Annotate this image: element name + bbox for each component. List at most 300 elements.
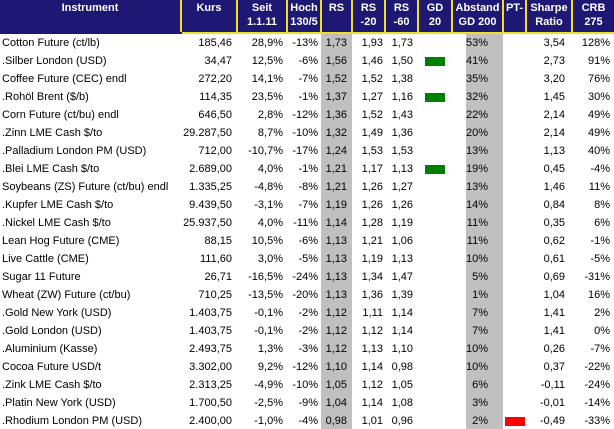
cell-rs-20: 1,12	[352, 376, 385, 394]
table-row[interactable]	[0, 70, 614, 88]
cell-rs: 1,14	[321, 214, 352, 232]
cell-rs-60: 1,43	[385, 106, 418, 124]
cell-sharpe-ratio: 1,41	[526, 304, 572, 322]
cell-pt	[503, 124, 526, 142]
cell-rs-20: 1,13	[352, 340, 385, 358]
cell-rs-60: 1,14	[385, 304, 418, 322]
cell-hoch-130-5: -10%	[287, 376, 321, 394]
cell-rs: 1,24	[321, 142, 352, 160]
col-header-gd-20: GD 20	[418, 0, 452, 33]
abstand-gray-band: 10%	[466, 340, 503, 358]
cell-pt	[503, 160, 526, 178]
cell-instrument: .Palladium London PM (USD)	[0, 142, 181, 160]
table-header	[0, 0, 614, 33]
cell-sharpe-ratio: 1,13	[526, 142, 572, 160]
cell-gd-20	[418, 412, 452, 429]
abstand-gray-band: 35%	[466, 70, 503, 88]
cell-gd-20	[418, 70, 452, 88]
cell-seit-1-1-11: 2,8%	[237, 106, 287, 124]
cell-hoch-130-5: -8%	[287, 178, 321, 196]
cell-instrument: Wheat (ZW) Future (ct/bu)	[0, 286, 181, 304]
cell-abstand-gd200	[452, 394, 503, 412]
cell-kurs: 114,35	[181, 88, 237, 106]
cell-crb-275: 49%	[572, 106, 614, 124]
cell-seit-1-1-11: -3,1%	[237, 196, 287, 214]
cell-rs-60: 0,98	[385, 358, 418, 376]
abstand-gray-band: 13%	[466, 178, 503, 196]
cell-sharpe-ratio: 0,84	[526, 196, 572, 214]
cell-rs-60: 1,10	[385, 340, 418, 358]
cell-rs: 1,56	[321, 52, 352, 70]
cell-seit-1-1-11: -1,0%	[237, 412, 287, 429]
col-header-crb-275: CRB 275	[572, 0, 614, 33]
cell-hoch-130-5: -9%	[287, 394, 321, 412]
cell-instrument: Cotton Future (ct/lb)	[0, 33, 181, 52]
cell-rs-20: 1,17	[352, 160, 385, 178]
table-row[interactable]	[0, 142, 614, 160]
col-header-abstand-gd200: Abstand GD 200	[452, 0, 503, 33]
cell-sharpe-ratio: 2,14	[526, 106, 572, 124]
abstand-gray-band: 22%	[466, 106, 503, 124]
abstand-gray-band: 7%	[466, 322, 503, 340]
cell-rs-60: 1,38	[385, 70, 418, 88]
cell-gd-20	[418, 52, 452, 70]
cell-gd-20	[418, 358, 452, 376]
cell-rs-20: 1,52	[352, 70, 385, 88]
cell-rs: 1,12	[321, 304, 352, 322]
table-row[interactable]	[0, 250, 614, 268]
cell-rs-20: 1,14	[352, 394, 385, 412]
cell-gd-20	[418, 304, 452, 322]
cell-hoch-130-5: -24%	[287, 268, 321, 286]
table-row[interactable]	[0, 160, 614, 178]
cell-sharpe-ratio: -0,01	[526, 394, 572, 412]
cell-rs: 1,04	[321, 394, 352, 412]
table-row[interactable]	[0, 106, 614, 124]
cell-instrument: Sugar 11 Future	[0, 268, 181, 286]
cell-instrument: Coffee Future (CEC) endl	[0, 70, 181, 88]
abstand-gray-band: 14%	[466, 196, 503, 214]
cell-pt	[503, 322, 526, 340]
gd20-positive-bar	[425, 93, 445, 102]
col-header-sharpe-ratio: Sharpe Ratio	[526, 0, 572, 33]
col-header-kurs: Kurs	[181, 0, 237, 33]
cell-crb-275: 16%	[572, 286, 614, 304]
cell-gd-20	[418, 214, 452, 232]
cell-instrument: Lean Hog Future (CME)	[0, 232, 181, 250]
cell-rs-20: 1,26	[352, 196, 385, 214]
cell-crb-275: -14%	[572, 394, 614, 412]
cell-rs-60: 1,47	[385, 268, 418, 286]
cell-pt	[503, 196, 526, 214]
cell-seit-1-1-11: 23,5%	[237, 88, 287, 106]
cell-rs: 0,98	[321, 412, 352, 429]
cell-rs-20: 1,28	[352, 214, 385, 232]
cell-crb-275: 30%	[572, 88, 614, 106]
cell-sharpe-ratio: 0,69	[526, 268, 572, 286]
table-row[interactable]	[0, 232, 614, 250]
cell-rs-60: 1,05	[385, 376, 418, 394]
cell-hoch-130-5: -1%	[287, 160, 321, 178]
cell-hoch-130-5: -7%	[287, 196, 321, 214]
cell-hoch-130-5: -2%	[287, 322, 321, 340]
table-row[interactable]	[0, 52, 614, 70]
cell-rs-20: 1,36	[352, 286, 385, 304]
cell-rs-20: 1,34	[352, 268, 385, 286]
cell-rs: 1,05	[321, 376, 352, 394]
cell-instrument: .Kupfer LME Cash $/to	[0, 196, 181, 214]
table-row[interactable]	[0, 394, 614, 412]
cell-instrument: .Zink LME Cash $/to	[0, 376, 181, 394]
cell-seit-1-1-11: 1,3%	[237, 340, 287, 358]
cell-hoch-130-5: -6%	[287, 232, 321, 250]
cell-rs-20: 1,11	[352, 304, 385, 322]
cell-kurs: 2.313,25	[181, 376, 237, 394]
cell-rs: 1,13	[321, 232, 352, 250]
cell-rs: 1,37	[321, 88, 352, 106]
cell-abstand-gd200	[452, 196, 503, 214]
cell-seit-1-1-11: 12,5%	[237, 52, 287, 70]
table-row[interactable]	[0, 196, 614, 214]
cell-rs-60: 1,73	[385, 33, 418, 52]
cell-abstand-gd200	[452, 322, 503, 340]
abstand-gray-band: 13%	[466, 142, 503, 160]
cell-gd-20	[418, 286, 452, 304]
cell-rs-60: 1,36	[385, 124, 418, 142]
cell-pt	[503, 376, 526, 394]
cell-pt	[503, 340, 526, 358]
abstand-gray-band: 41%	[466, 52, 503, 70]
cell-seit-1-1-11: -16,5%	[237, 268, 287, 286]
cell-abstand-gd200	[452, 214, 503, 232]
cell-rs-60: 1,19	[385, 214, 418, 232]
cell-rs-20: 1,19	[352, 250, 385, 268]
cell-instrument: .Rhodium London PM (USD)	[0, 412, 181, 429]
cell-rs-60: 1,53	[385, 142, 418, 160]
cell-seit-1-1-11: 9,2%	[237, 358, 287, 376]
cell-crb-275: 91%	[572, 52, 614, 70]
cell-pt	[503, 232, 526, 250]
table-row[interactable]	[0, 412, 614, 429]
abstand-gray-band: 53%	[466, 34, 503, 52]
cell-instrument: Cocoa Future USD/t	[0, 358, 181, 376]
cell-sharpe-ratio: 0,37	[526, 358, 572, 376]
cell-rs: 1,13	[321, 268, 352, 286]
cell-gd-20	[418, 142, 452, 160]
col-header-seit: Seit 1.1.11	[237, 0, 287, 33]
cell-abstand-gd200	[452, 178, 503, 196]
table-row[interactable]	[0, 340, 614, 358]
cell-gd-20	[418, 88, 452, 106]
cell-instrument: .Nickel LME Cash $/to	[0, 214, 181, 232]
cell-seit-1-1-11: -2,5%	[237, 394, 287, 412]
cell-hoch-130-5: -13%	[287, 33, 321, 52]
abstand-gray-band: 2%	[466, 412, 503, 429]
cell-rs: 1,13	[321, 250, 352, 268]
cell-rs: 1,12	[321, 322, 352, 340]
table-row[interactable]	[0, 268, 614, 286]
cell-pt	[503, 412, 526, 429]
cell-rs-20: 1,52	[352, 106, 385, 124]
cell-rs-20: 1,93	[352, 33, 385, 52]
cell-kurs: 2.493,75	[181, 340, 237, 358]
cell-crb-275: 76%	[572, 70, 614, 88]
cell-sharpe-ratio: 0,35	[526, 214, 572, 232]
cell-instrument: .Gold London (USD)	[0, 322, 181, 340]
cell-gd-20	[418, 322, 452, 340]
cell-instrument: .Rohöl Brent ($/b)	[0, 88, 181, 106]
abstand-gray-band: 6%	[466, 376, 503, 394]
cell-rs: 1,32	[321, 124, 352, 142]
cell-abstand-gd200	[452, 70, 503, 88]
cell-sharpe-ratio: 1,41	[526, 322, 572, 340]
cell-abstand-gd200	[452, 232, 503, 250]
cell-instrument: .Blei LME Cash $/to	[0, 160, 181, 178]
cell-crb-275: 49%	[572, 124, 614, 142]
cell-sharpe-ratio: 3,54	[526, 33, 572, 52]
cell-rs-60: 1,06	[385, 232, 418, 250]
cell-pt	[503, 286, 526, 304]
cell-pt	[503, 358, 526, 376]
cell-crb-275: 0%	[572, 322, 614, 340]
table-row[interactable]	[0, 88, 614, 106]
cell-gd-20	[418, 268, 452, 286]
cell-abstand-gd200	[452, 412, 503, 429]
cell-abstand-gd200	[452, 358, 503, 376]
abstand-gray-band: 11%	[466, 232, 503, 250]
cell-crb-275: 40%	[572, 142, 614, 160]
cell-gd-20	[418, 33, 452, 52]
cell-sharpe-ratio: 1,46	[526, 178, 572, 196]
table-row[interactable]	[0, 124, 614, 142]
cell-rs: 1,10	[321, 358, 352, 376]
table-row[interactable]	[0, 178, 614, 196]
cell-abstand-gd200	[452, 286, 503, 304]
cell-kurs: 710,25	[181, 286, 237, 304]
cell-rs-60: 1,14	[385, 322, 418, 340]
cell-abstand-gd200	[452, 304, 503, 322]
cell-rs-60: 1,13	[385, 160, 418, 178]
cell-instrument: Corn Future (ct/bu) endl	[0, 106, 181, 124]
table-row[interactable]	[0, 214, 614, 232]
pt-negative-bar	[505, 417, 525, 426]
cell-hoch-130-5: -1%	[287, 88, 321, 106]
cell-hoch-130-5: -17%	[287, 142, 321, 160]
cell-rs: 1,12	[321, 340, 352, 358]
cell-seit-1-1-11: -4,9%	[237, 376, 287, 394]
cell-kurs: 26,71	[181, 268, 237, 286]
cell-pt	[503, 52, 526, 70]
cell-gd-20	[418, 160, 452, 178]
cell-crb-275: 128%	[572, 33, 614, 52]
cell-gd-20	[418, 196, 452, 214]
cell-crb-275: 6%	[572, 214, 614, 232]
cell-rs: 1,21	[321, 178, 352, 196]
cell-gd-20	[418, 394, 452, 412]
cell-sharpe-ratio: -0,49	[526, 412, 572, 429]
cell-kurs: 88,15	[181, 232, 237, 250]
cell-sharpe-ratio: 0,45	[526, 160, 572, 178]
cell-instrument: .Zinn LME Cash $/to	[0, 124, 181, 142]
cell-abstand-gd200	[452, 33, 503, 52]
cell-rs: 1,73	[321, 33, 352, 52]
cell-gd-20	[418, 178, 452, 196]
cell-kurs: 34,47	[181, 52, 237, 70]
cell-kurs: 272,20	[181, 70, 237, 88]
cell-pt	[503, 33, 526, 52]
table-row[interactable]	[0, 304, 614, 322]
cell-kurs: 1.700,50	[181, 394, 237, 412]
abstand-gray-band: 20%	[466, 124, 503, 142]
cell-rs-20: 1,01	[352, 412, 385, 429]
cell-pt	[503, 178, 526, 196]
cell-rs-20: 1,53	[352, 142, 385, 160]
cell-kurs: 185,46	[181, 33, 237, 52]
cell-crb-275: -4%	[572, 160, 614, 178]
cell-gd-20	[418, 376, 452, 394]
cell-kurs: 2.400,00	[181, 412, 237, 429]
cell-kurs: 3.302,00	[181, 358, 237, 376]
table-row[interactable]	[0, 376, 614, 394]
cell-rs-60: 1,16	[385, 88, 418, 106]
cell-kurs: 9.439,50	[181, 196, 237, 214]
abstand-gray-band: 3%	[466, 394, 503, 412]
abstand-gray-band: 19%	[466, 160, 503, 178]
cell-sharpe-ratio: 1,04	[526, 286, 572, 304]
cell-kurs: 1.403,75	[181, 304, 237, 322]
cell-sharpe-ratio: 0,61	[526, 250, 572, 268]
cell-seit-1-1-11: -0,1%	[237, 304, 287, 322]
cell-kurs: 25.937,50	[181, 214, 237, 232]
cell-rs-20: 1,26	[352, 178, 385, 196]
cell-rs-60: 0,96	[385, 412, 418, 429]
cell-abstand-gd200	[452, 160, 503, 178]
col-header-hoch: Hoch 130/5	[287, 0, 321, 33]
cell-pt	[503, 268, 526, 286]
cell-kurs: 646,50	[181, 106, 237, 124]
cell-abstand-gd200	[452, 376, 503, 394]
cell-hoch-130-5: -4%	[287, 412, 321, 429]
cell-seit-1-1-11: 4,0%	[237, 160, 287, 178]
cell-pt	[503, 214, 526, 232]
cell-rs-60: 1,39	[385, 286, 418, 304]
cell-rs-60: 1,13	[385, 250, 418, 268]
cell-abstand-gd200	[452, 250, 503, 268]
cell-seit-1-1-11: 14,1%	[237, 70, 287, 88]
abstand-gray-band: 10%	[466, 250, 503, 268]
abstand-gray-band: 10%	[466, 358, 503, 376]
cell-rs-60: 1,08	[385, 394, 418, 412]
cell-hoch-130-5: -10%	[287, 124, 321, 142]
cell-seit-1-1-11: 8,7%	[237, 124, 287, 142]
cell-crb-275: -7%	[572, 340, 614, 358]
cell-sharpe-ratio: 1,45	[526, 88, 572, 106]
cell-pt	[503, 394, 526, 412]
cell-hoch-130-5: -11%	[287, 214, 321, 232]
cell-pt	[503, 106, 526, 124]
cell-crb-275: -33%	[572, 412, 614, 429]
cell-gd-20	[418, 340, 452, 358]
col-header-instrument: Instrument	[0, 0, 181, 33]
cell-crb-275: -1%	[572, 232, 614, 250]
cell-pt	[503, 88, 526, 106]
cell-seit-1-1-11: -13,5%	[237, 286, 287, 304]
cell-rs-60: 1,26	[385, 196, 418, 214]
cell-seit-1-1-11: 3,0%	[237, 250, 287, 268]
table-body	[0, 33, 614, 429]
cell-sharpe-ratio: 2,14	[526, 124, 572, 142]
cell-instrument: .Silber London (USD)	[0, 52, 181, 70]
cell-abstand-gd200	[452, 52, 503, 70]
cell-pt	[503, 142, 526, 160]
cell-instrument: Live Cattle (CME)	[0, 250, 181, 268]
cell-crb-275: 2%	[572, 304, 614, 322]
cell-abstand-gd200	[452, 268, 503, 286]
table-row[interactable]	[0, 286, 614, 304]
abstand-gray-band: 32%	[466, 88, 503, 106]
cell-seit-1-1-11: -4,8%	[237, 178, 287, 196]
cell-instrument: Soybeans (ZS) Future (ct/bu) endl	[0, 178, 181, 196]
cell-sharpe-ratio: -0,11	[526, 376, 572, 394]
cell-crb-275: -31%	[572, 268, 614, 286]
col-header-pt: PT-	[503, 0, 526, 33]
cell-pt	[503, 304, 526, 322]
cell-kurs: 1.335,25	[181, 178, 237, 196]
cell-sharpe-ratio: 0,62	[526, 232, 572, 250]
cell-rs: 1,13	[321, 286, 352, 304]
cell-seit-1-1-11: 28,9%	[237, 33, 287, 52]
col-header-rs: RS	[321, 0, 352, 33]
cell-crb-275: 8%	[572, 196, 614, 214]
gd20-positive-bar	[425, 57, 445, 66]
table-row[interactable]	[0, 358, 614, 376]
cell-crb-275: -5%	[572, 250, 614, 268]
cell-crb-275: -22%	[572, 358, 614, 376]
abstand-gray-band: 11%	[466, 214, 503, 232]
cell-abstand-gd200	[452, 124, 503, 142]
cell-gd-20	[418, 106, 452, 124]
cell-sharpe-ratio: 2,73	[526, 52, 572, 70]
cell-rs-60: 1,50	[385, 52, 418, 70]
table-row[interactable]	[0, 33, 614, 52]
table-row[interactable]	[0, 322, 614, 340]
cell-seit-1-1-11: 10,5%	[237, 232, 287, 250]
cell-sharpe-ratio: 0,26	[526, 340, 572, 358]
cell-hoch-130-5: -6%	[287, 52, 321, 70]
gd20-positive-bar	[425, 165, 445, 174]
cell-instrument: .Aluminium (Kasse)	[0, 340, 181, 358]
cell-instrument: .Gold New York (USD)	[0, 304, 181, 322]
cell-abstand-gd200	[452, 340, 503, 358]
cell-rs: 1,36	[321, 106, 352, 124]
cell-hoch-130-5: -3%	[287, 340, 321, 358]
cell-rs-60: 1,27	[385, 178, 418, 196]
cell-hoch-130-5: -5%	[287, 250, 321, 268]
cell-rs-20: 1,49	[352, 124, 385, 142]
cell-seit-1-1-11: 4,0%	[237, 214, 287, 232]
cell-abstand-gd200	[452, 88, 503, 106]
cell-crb-275: 11%	[572, 178, 614, 196]
cell-hoch-130-5: -12%	[287, 106, 321, 124]
cell-kurs: 2.689,00	[181, 160, 237, 178]
cell-gd-20	[418, 124, 452, 142]
cell-rs-20: 1,14	[352, 358, 385, 376]
cell-kurs: 1.403,75	[181, 322, 237, 340]
cell-rs-20: 1,46	[352, 52, 385, 70]
cell-rs-20: 1,12	[352, 322, 385, 340]
cell-seit-1-1-11: -0,1%	[237, 322, 287, 340]
cell-pt	[503, 70, 526, 88]
